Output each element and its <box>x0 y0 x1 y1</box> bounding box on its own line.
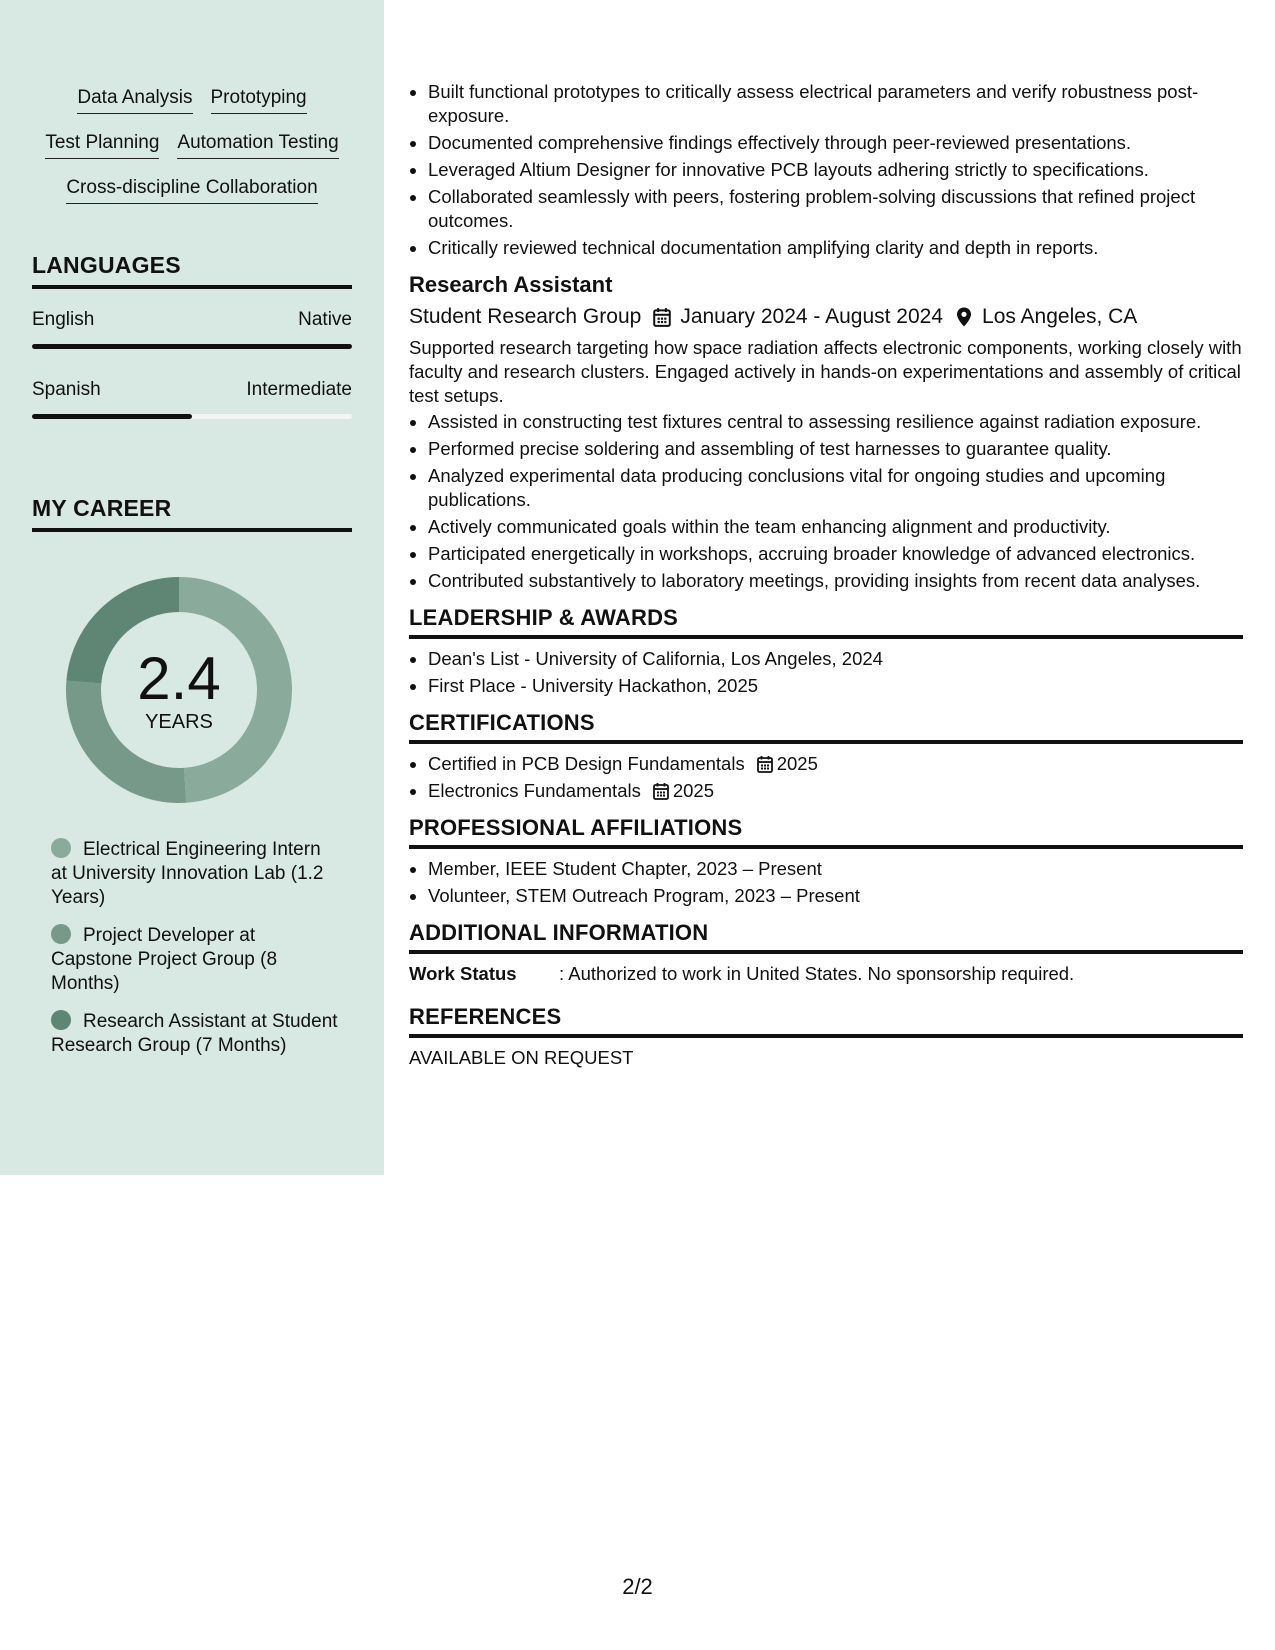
career-item-text: Electrical Engineering Intern at University Innovation Lab (1.2 Years) <box>51 839 324 908</box>
bullet-item: • Documented comprehensive findings effectively through peer-reviewed presentations. <box>428 131 1243 155</box>
language-level: Intermediate <box>246 379 352 400</box>
affiliation-item: • Volunteer, STEM Outreach Program, 2023 – Present <box>428 884 1243 908</box>
bullet-item: • Actively communicated goals within the team enhancing alignment and productivity. <box>428 515 1243 539</box>
bullet-item: • Collaborated seamlessly with peers, fostering problem-solving discussions that refined project outcomes. <box>428 185 1243 233</box>
job-company: Student Research Group <box>409 305 642 328</box>
certifications-list <box>409 752 1243 803</box>
career-heading: MY CAREER <box>32 495 352 532</box>
sidebar <box>0 0 384 1175</box>
certification-item <box>428 779 1243 803</box>
work-status-label: Work Status <box>409 963 517 984</box>
legend-dot <box>51 838 71 858</box>
career-unit-label: YEARS <box>145 711 213 733</box>
career-item <box>51 838 341 910</box>
bullet-item: • Assisted in constructing test fixtures central to assessing resilience against radiation exposure. <box>428 410 1243 434</box>
bullet-item: • Critically reviewed technical documentation amplifying clarity and depth in reports. <box>428 236 1243 260</box>
legend-dot <box>51 1010 71 1030</box>
skills-list <box>0 86 384 221</box>
leadership-heading: LEADERSHIP & AWARDS <box>409 605 1243 639</box>
language-bar <box>32 344 352 349</box>
additional-info-heading: ADDITIONAL INFORMATION <box>409 920 1243 954</box>
page-number: 2/2 <box>622 1574 653 1599</box>
work-status-value: : Authorized to work in United States. No sponsorship required. <box>559 963 1075 984</box>
job-description: Supported research targeting how space radiation affects electronic components, working closely with faculty and research clusters. Engaged actively in hands-on experimentations and assembly of critical test setups. <box>409 337 1242 406</box>
certifications-heading: CERTIFICATIONS <box>409 710 1243 744</box>
job-location: Los Angeles, CA <box>982 305 1138 328</box>
bullet-item: • Analyzed experimental data producing conclusions vital for ongoing studies and upcoming publications. <box>428 464 1243 512</box>
certification-name: Certified in PCB Design Fundamentals <box>428 753 745 774</box>
certification-name: Electronics Fundamentals <box>428 780 641 801</box>
job-bullets <box>409 410 1243 593</box>
job-meta <box>409 302 1243 332</box>
bullet-item: • Leveraged Altium Designer for innovative PCB layouts adhering strictly to specifications. <box>428 158 1243 182</box>
certification-item <box>428 752 1243 776</box>
bullet-item: • Performed precise soldering and assembling of test harnesses to guarantee quality. <box>428 437 1243 461</box>
bullet-item: • Contributed substantively to laboratory meetings, providing insights from recent data analyses. <box>428 569 1243 593</box>
language-name: English <box>32 309 95 330</box>
award-item: • Dean's List - University of California, Los Angeles, 2024 <box>428 647 1243 671</box>
job-dates: January 2024 - August 2024 <box>680 305 944 328</box>
skill-tag: Data Analysis <box>77 86 192 114</box>
job-title: Research Assistant <box>409 272 613 297</box>
calendar-icon <box>653 782 669 800</box>
references-heading: REFERENCES <box>409 1004 1243 1038</box>
affiliations-list <box>409 857 1243 908</box>
award-item: • First Place - University Hackathon, 2025 <box>428 674 1243 698</box>
career-list <box>51 838 341 1072</box>
language-bar-fill <box>32 414 192 419</box>
certification-year: 2025 <box>672 780 715 801</box>
career-item <box>51 1010 341 1058</box>
languages-heading: LANGUAGES <box>32 252 352 289</box>
skill-tag: Prototyping <box>211 86 307 114</box>
skill-tag: Automation Testing <box>177 131 338 159</box>
leadership-list <box>409 647 1243 698</box>
affiliation-item: • Member, IEEE Student Chapter, 2023 – Present <box>428 857 1243 881</box>
language-bar <box>32 414 352 419</box>
career-item <box>51 924 341 996</box>
bullet-item: • Participated energetically in workshops, accruing broader knowledge of advanced electronics. <box>428 542 1243 566</box>
career-item-text: Project Developer at Capstone Project Group (8 Months) <box>51 925 278 994</box>
map-pin-icon <box>955 307 973 327</box>
calendar-icon <box>653 307 671 327</box>
previous-job-bullets <box>409 80 1243 260</box>
skill-row <box>0 131 384 176</box>
skill-tag: Cross-discipline Collaboration <box>66 176 317 204</box>
language-row <box>32 309 352 331</box>
language-level: Native <box>298 309 352 330</box>
work-status-row <box>409 962 1243 986</box>
bullet-item: • Built functional prototypes to critically assess electrical parameters and verify robustness post-exposure. <box>428 80 1243 128</box>
language-row <box>32 379 352 401</box>
references-text: AVAILABLE ON REQUEST <box>409 1047 634 1068</box>
language-name: Spanish <box>32 379 101 400</box>
legend-dot <box>51 924 71 944</box>
certification-year: 2025 <box>776 753 818 774</box>
skill-tag: Test Planning <box>45 131 159 159</box>
language-bar-fill <box>32 344 352 349</box>
career-item-text: Research Assistant at Student Research Group (7 Months) <box>51 1011 338 1056</box>
calendar-icon <box>757 755 773 773</box>
main-content <box>409 80 1243 1070</box>
skill-row <box>0 86 384 131</box>
skill-row <box>0 176 384 221</box>
career-total-years: 2.4 <box>137 645 221 712</box>
affiliations-heading: PROFESSIONAL AFFILIATIONS <box>409 815 1243 849</box>
